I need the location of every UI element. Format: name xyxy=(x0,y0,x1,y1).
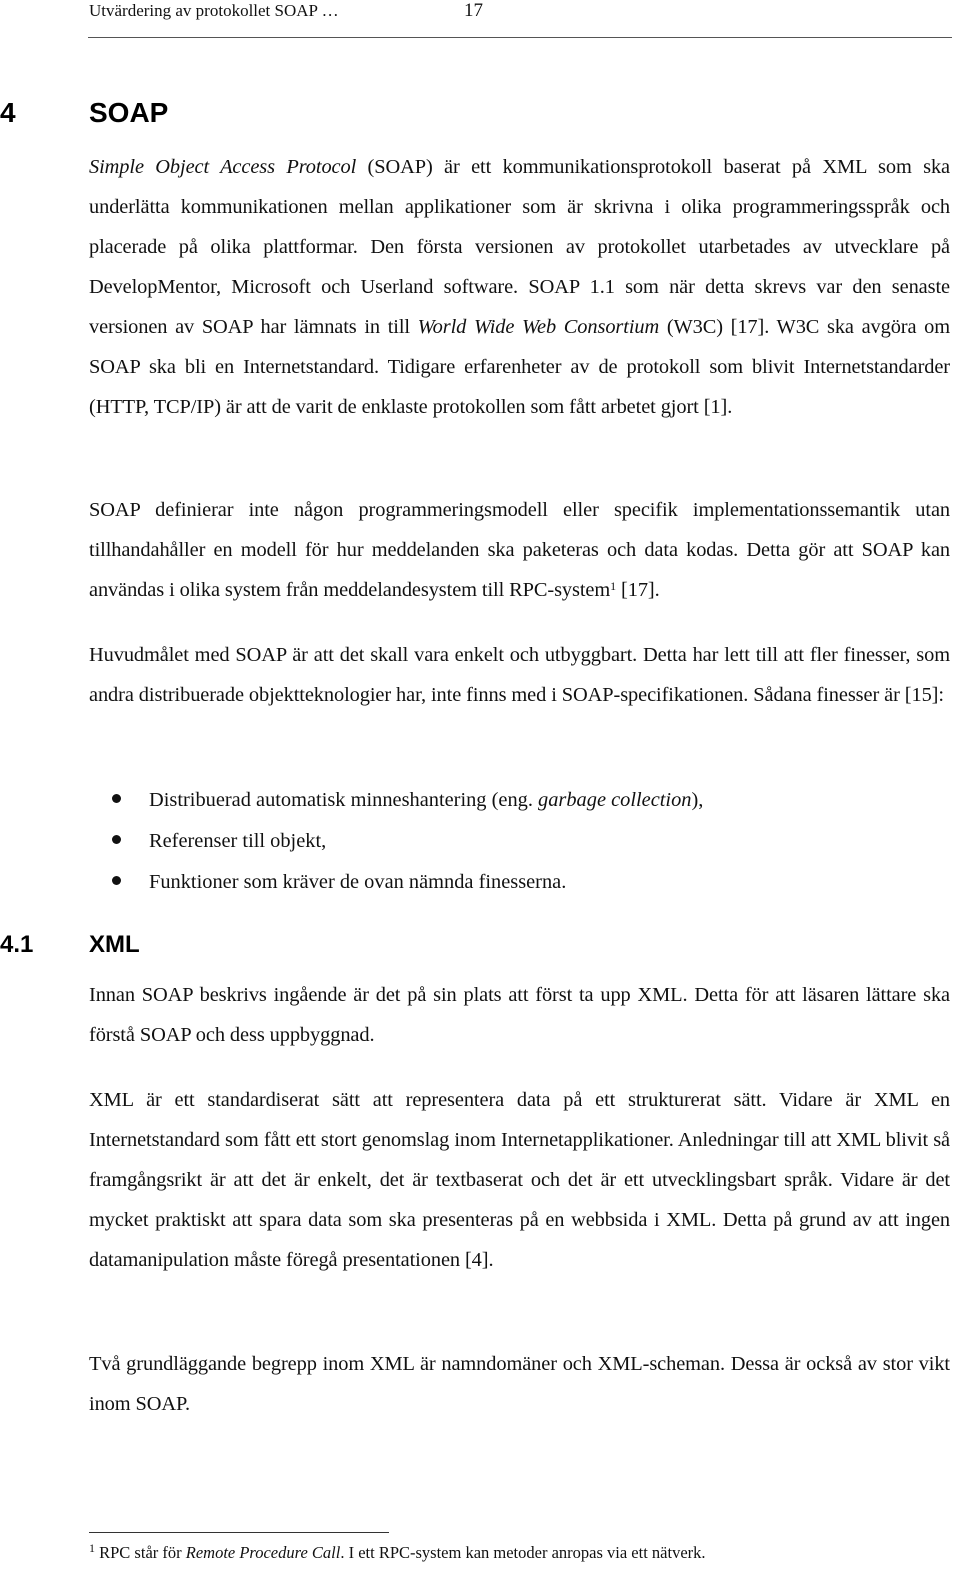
bullet-icon xyxy=(112,876,121,885)
intro-paragraph xyxy=(89,147,950,427)
protocol-term: Simple Object Access Protocol xyxy=(89,156,357,178)
paragraph-6: Två grundläggande begrepp inom XML är namndomäner och XML-scheman. Dessa är också av stor vikt inom SOAP. xyxy=(89,1353,950,1415)
list-item-text: Referenser till objekt, xyxy=(149,830,327,852)
consortium-term: World Wide Web Consortium xyxy=(417,316,660,338)
section-number: 4 xyxy=(0,97,16,128)
footnote-divider xyxy=(89,1532,389,1533)
subsection-title: XML xyxy=(89,931,140,958)
paragraph-4: Innan SOAP beskrivs ingående är det på sin plats att först ta upp XML. Detta för att läsaren lättare ska förstå SOAP och dess uppbyggnad. xyxy=(89,984,950,1046)
list-item xyxy=(0,780,960,821)
paragraph-3: Huvudmålet med SOAP är att det skall vara enkelt och utbyggbart. Detta har lett till att fler finesser, som andra distribuerade objektteknologier har, inte finns med i SOAP-specifikationen. Sådana finesser är [15]: xyxy=(89,644,950,706)
footnote: $^1$ RPC står för Remote Procedure Call. I ett RPC-system kan metoder anropas via ett nätverk. xyxy=(89,1541,706,1562)
features-list xyxy=(0,780,960,903)
list-item xyxy=(0,821,960,862)
section-title: SOAP xyxy=(89,97,169,128)
bullet-icon xyxy=(112,794,121,803)
page-number: 17 xyxy=(464,0,483,21)
subsection-number: 4.1 xyxy=(0,931,34,958)
running-title: Utvärdering av protokollet SOAP … xyxy=(89,1,339,20)
running-header xyxy=(88,0,952,38)
list-item-text: Distribuerad automatisk minneshantering (eng. garbage collection), xyxy=(149,789,704,811)
paragraph-5: XML är ett standardiserat sätt att representera data på ett strukturerat sätt. Vidare är XML en Internetstandard som fått ett stort genomslag inom Internetapplikationer. Anledningar till att XML blivit så framgångsrikt är att det är enkelt, det är textbaserat och det är ett utvecklingsbart språk. Vidare är det mycket praktiskt att spara data som ska presenteras på en webbsida i XML. Detta på grund av att ingen datamanipulation måste föregå presentationen [4]. xyxy=(89,1089,950,1271)
list-item-text: Funktioner som kräver de ovan nämnda finesserna. xyxy=(149,871,567,893)
intro-text-2: (W3C) [17]. W3C ska avgöra om SOAP ska bli en Internetstandard. Tidigare erfarenheter av de protokoll som blivit Internetstandarder (HTTP, TCP/IP) är att de varit de enklaste protokollen som fått arbetet gjort [1]. xyxy=(89,316,950,418)
footnote-number: 1 xyxy=(89,1541,95,1555)
footnote-reference[interactable]: 1 xyxy=(610,579,617,593)
intro-text-1: (SOAP) är ett kommunikationsprotokoll baserat på XML som ska underlätta kommunikationen mellan applikationer som är skrivna i olika programmeringsspråk och placerade på olika plattformar. Den första versionen av protokollet utarbetades av utvecklare på DevelopMentor, Microsoft och Userland software. SOAP 1.1 som när detta skrevs var den senaste versionen av SOAP har lämnats in till xyxy=(89,156,950,338)
bullet-icon xyxy=(112,835,121,844)
list-item xyxy=(0,862,960,903)
paragraph-2-text: SOAP definierar inte någon programmeringsmodell eller specifik implementationssemantik utan tillhandahåller en modell för hur meddelanden ska paketeras och data kodas. Detta gör att SOAP kan användas i olika system från meddelandesystem till RPC-system xyxy=(89,499,950,601)
paragraph-2 xyxy=(89,490,950,610)
paragraph-2-citation: [17]. xyxy=(616,579,660,601)
